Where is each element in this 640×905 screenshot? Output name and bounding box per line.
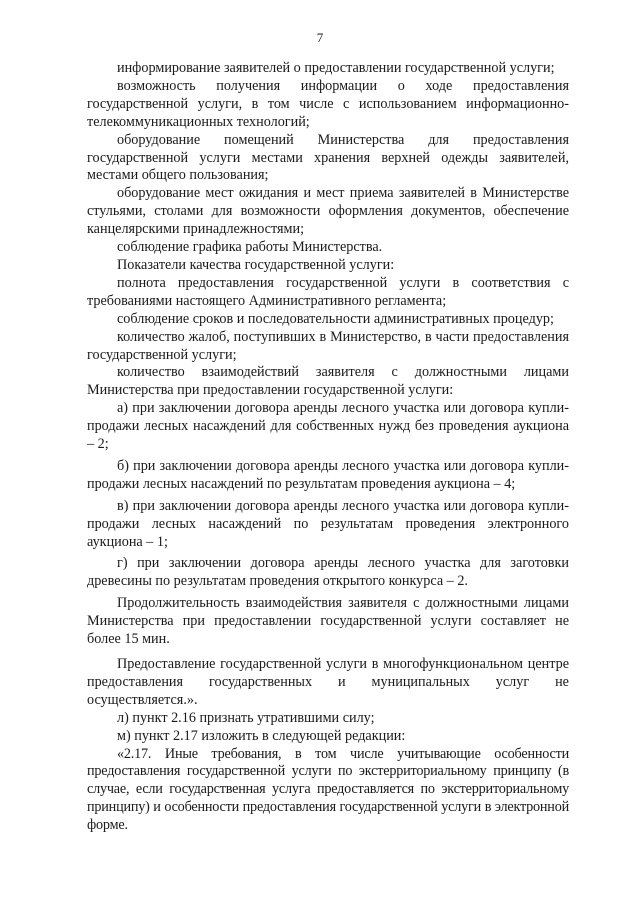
paragraph-2-17: «2.17. Иные требования, в том числе учитывающие особенности предоставления государственной услуги по экстерриториальному принципу (в случае, если государственная услуга предоставляется по экстерриториальному принципу) и особенности предоставления государственной услуги в электронной форме.: [87, 745, 569, 834]
paragraph-complaints: количество жалоб, поступивших в Министерство, в части предоставления государственной услуги;: [87, 328, 569, 363]
paragraph-deadlines: соблюдение сроков и последовательности административных процедур;: [117, 310, 554, 327]
paragraph-item-g: г) при заключении договора аренды лесного участка для заготовки древесины по результатам проведения открытого конкурса – 2.: [87, 555, 569, 590]
paragraph-interactions: количество взаимодействий заявителя с должностными лицами Министерства при предоставлении государственной услуги:: [87, 364, 569, 399]
page-number: 7: [316, 30, 324, 45]
paragraph-mfc: Предоставление государственной услуги в многофункциональном центре предоставления государственных и муниципальных услуг не осуществляется.».: [87, 656, 569, 708]
paragraph-wardrobe: оборудование помещений Министерства для предоставления государственной услуги местами хранения верхней одежды заявителей, местами общего пользования;: [87, 131, 569, 184]
paragraph-item-a: а) при заключении договора аренды лесного участка или договора купли-продажи лесных насаждений для собственных нужд без проведения аукциона – 2;: [87, 400, 569, 453]
paragraph-quality-heading: Показатели качества государственной услуги:: [117, 256, 395, 273]
paragraph-duration: Продолжительность взаимодействия заявителя с должностными лицами Министерства при предоставлении государственной услуги составляет не более 15 мин.: [87, 595, 569, 648]
document-body: [87, 60, 569, 835]
paragraph-completeness: полнота предоставления государственной услуги в соответствия с требованиями настоящего Административного регламента;: [87, 274, 569, 309]
paragraph-item-m: м) пункт 2.17 изложить в следующей редакции:: [117, 727, 406, 744]
paragraph-waiting-area: оборудование мест ожидания и мест приема заявителей в Министерстве стульями, столами для возможности оформления документов, обеспечение канцелярскими принадлежностями;: [87, 185, 569, 238]
paragraph-progress-info: возможность получения информации о ходе предоставления государственной услуги, в том числе с использованием информационно-телекоммуникационных технологий;: [87, 77, 569, 130]
paragraph-item-b: б) при заключении договора аренды лесного участка или договора купли-продажи лесных насаждений по результатам проведения аукциона – 4;: [87, 457, 569, 492]
paragraph-schedule: соблюдение графика работы Министерства.: [117, 239, 383, 256]
paragraph-informing: информирование заявителей о предоставлении государственной услуги;: [117, 60, 555, 76]
paragraph-item-v: в) при заключении договора аренды лесного участка или договора купли-продажи лесных насаждений по результатам проведения электронного аукциона – 1;: [87, 497, 569, 550]
paragraph-item-l: л) пункт 2.16 признать утратившими силу;: [117, 709, 375, 726]
